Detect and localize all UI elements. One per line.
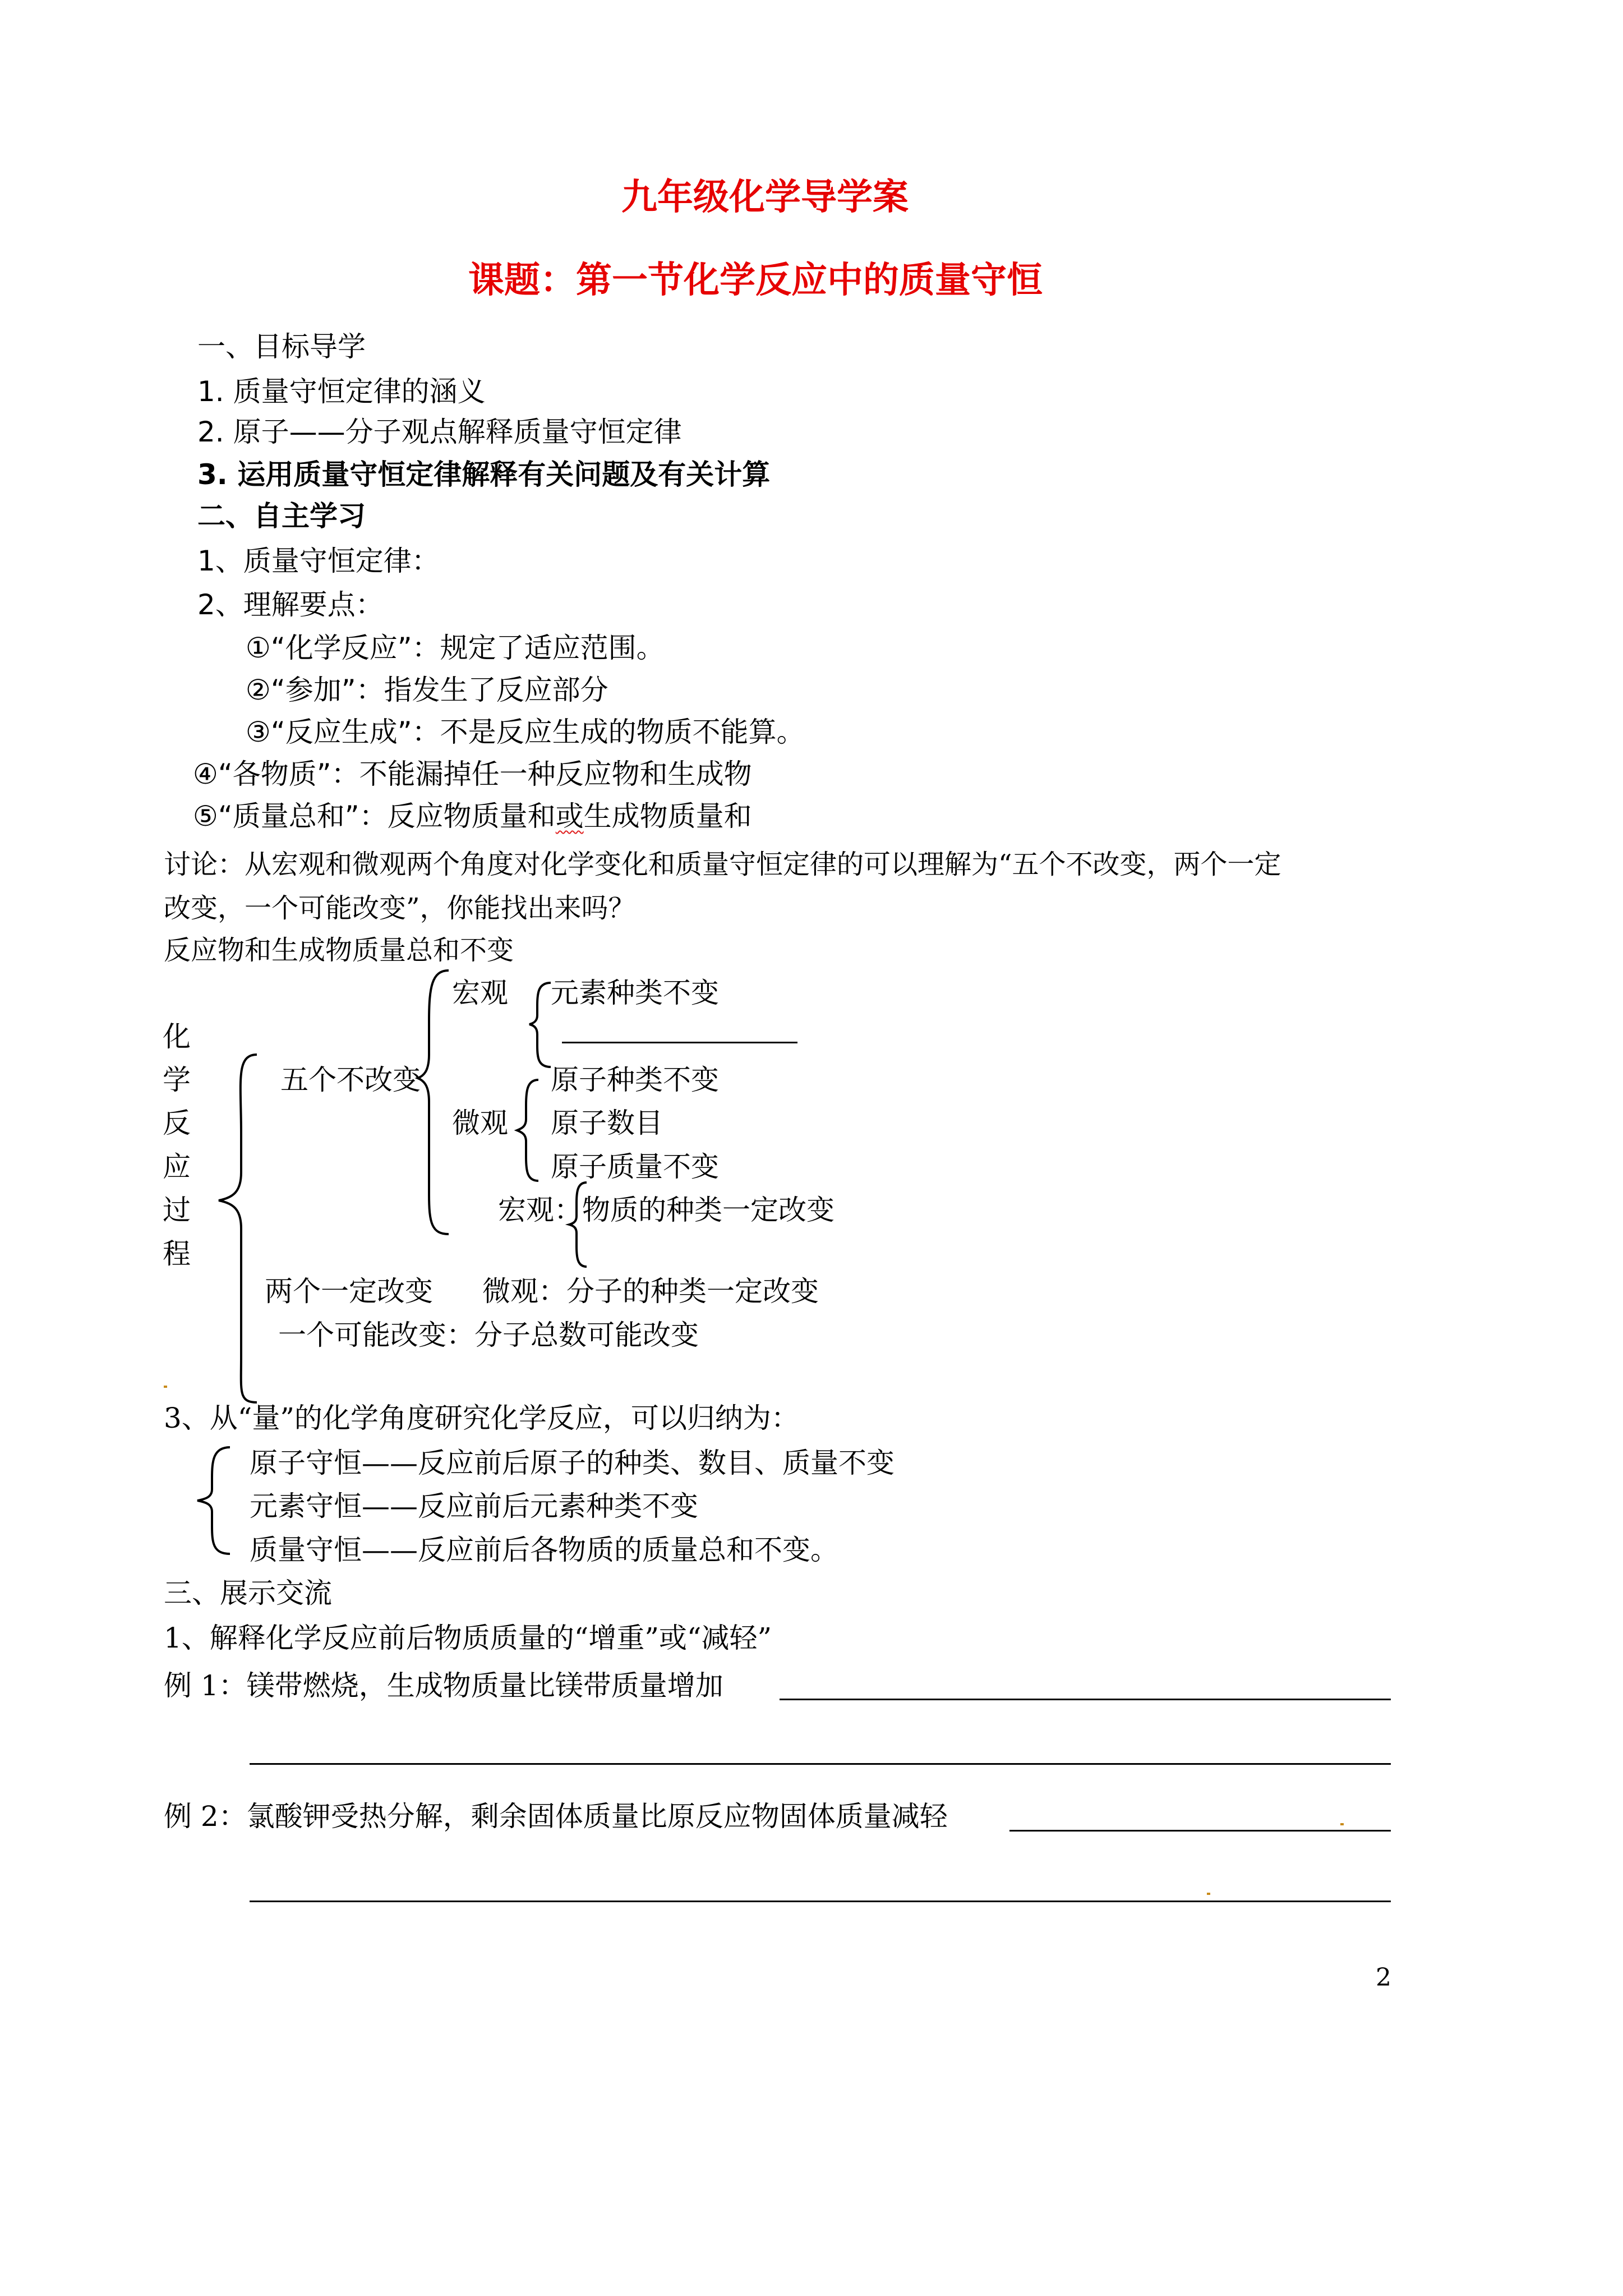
key-point-5-suffix: 生成物质量和 bbox=[583, 800, 752, 832]
conservation-element: 元素守恒——反应前后元素种类不变 bbox=[250, 1490, 698, 1522]
self-study-item-1: 1、质量守恒定律： bbox=[197, 545, 440, 577]
showcase-item-1: 1、解释化学反应前后物质质量的“增重”或“减轻” bbox=[164, 1622, 772, 1654]
key-point-1: ①“化学反应”：规定了适应范围。 bbox=[246, 632, 665, 664]
key-point-3: ③“反应生成”：不是反应生成的物质不能算。 bbox=[246, 716, 805, 748]
diagram-label-char-5: 过 bbox=[163, 1194, 191, 1226]
stray-mark-2 bbox=[1340, 1823, 1344, 1825]
macro-label: 宏观 bbox=[452, 977, 508, 1009]
summary-line: 反应物和生成物质量总和不变 bbox=[164, 935, 514, 966]
macro-change: 宏观：物质的种类一定改变 bbox=[498, 1194, 834, 1226]
five-unchanged-label: 五个不改变 bbox=[280, 1064, 421, 1096]
section-heading-self-study: 二、自主学习 bbox=[197, 500, 366, 532]
diagram-label-char-6: 程 bbox=[163, 1237, 191, 1270]
conservation-mass: 质量守恒——反应前后各物质的质量总和不变。 bbox=[250, 1534, 838, 1566]
section-heading-showcase: 三、展示交流 bbox=[164, 1577, 332, 1609]
conservation-atom: 原子守恒——反应前后原子的种类、数目、质量不变 bbox=[250, 1447, 895, 1479]
answer-line-example-2b[interactable] bbox=[250, 1901, 1391, 1902]
brace-conservation bbox=[191, 1447, 236, 1554]
self-study-item-2: 2、理解要点： bbox=[197, 588, 384, 621]
atom-mass-unchanged: 原子质量不变 bbox=[551, 1151, 719, 1183]
two-changed-label: 两个一定改变 bbox=[265, 1275, 433, 1308]
micro-change: 微观：分子的种类一定改变 bbox=[482, 1275, 819, 1308]
answer-blank-macro[interactable] bbox=[562, 1042, 797, 1043]
key-point-2: ②“参加”：指发生了反应部分 bbox=[246, 674, 608, 706]
micro-label: 微观 bbox=[452, 1107, 508, 1139]
discussion-line-2: 改变，一个可能改变”，你能找出来吗？ bbox=[164, 892, 635, 924]
brace-two-changed bbox=[568, 1182, 590, 1267]
brace-main bbox=[213, 1055, 264, 1402]
element-types-unchanged: 元素种类不变 bbox=[551, 977, 719, 1009]
example-2: 例 2：氯酸钾受热分解，剩余固体质量比原反应物固体质量减轻 bbox=[164, 1800, 948, 1833]
answer-line-example-1b[interactable] bbox=[250, 1763, 1391, 1765]
goal-item-2: 2. 原子——分子观点解释质量守恒定律 bbox=[197, 416, 682, 448]
goal-item-1: 1. 质量守恒定律的涵义 bbox=[197, 375, 486, 408]
lesson-subtitle: 课题：第一节化学反应中的质量守恒 bbox=[468, 260, 1043, 301]
goal-item-3: 3. 运用质量守恒定律解释有关问题及有关计算 bbox=[197, 458, 771, 491]
page-number: 2 bbox=[1376, 1963, 1391, 1992]
brace-five-unchanged bbox=[415, 970, 454, 1234]
brace-micro bbox=[515, 1080, 543, 1181]
discussion-line-1: 讨论：从宏观和微观两个角度对化学变化和质量守恒定律的可以理解为“五个不改变，两个一定 bbox=[164, 849, 1281, 880]
diagram-label-char-2: 学 bbox=[163, 1064, 191, 1096]
example-1: 例 1：镁带燃烧，生成物质量比镁带质量增加 bbox=[164, 1669, 723, 1702]
key-point-5-marked: 或 bbox=[555, 800, 584, 832]
stray-mark-3 bbox=[1207, 1893, 1210, 1895]
diagram-label-char-3: 反 bbox=[163, 1107, 191, 1139]
section-heading-goals: 一、目标导学 bbox=[197, 330, 366, 363]
stray-mark bbox=[164, 1386, 167, 1388]
atom-types-unchanged: 原子种类不变 bbox=[551, 1064, 719, 1096]
page-title: 九年级化学导学案 bbox=[621, 177, 909, 218]
answer-line-example-1a[interactable] bbox=[780, 1699, 1391, 1700]
answer-line-example-2a[interactable] bbox=[1009, 1830, 1391, 1832]
key-point-5-prefix: ⑤“质量总和”：反应物质量和 bbox=[193, 800, 556, 832]
diagram-label-char-4: 应 bbox=[163, 1151, 191, 1183]
diagram-label-char-1: 化 bbox=[163, 1020, 191, 1053]
key-point-4: ④“各物质”：不能漏掉任一种反应物和生成物 bbox=[193, 758, 752, 790]
quantity-summary-intro: 3、从“量”的化学角度研究化学反应，可以归纳为： bbox=[164, 1402, 799, 1434]
atom-count: 原子数目 bbox=[551, 1107, 663, 1139]
one-maybe-change: 一个可能改变：分子总数可能改变 bbox=[278, 1319, 699, 1351]
key-point-5 bbox=[193, 794, 752, 834]
